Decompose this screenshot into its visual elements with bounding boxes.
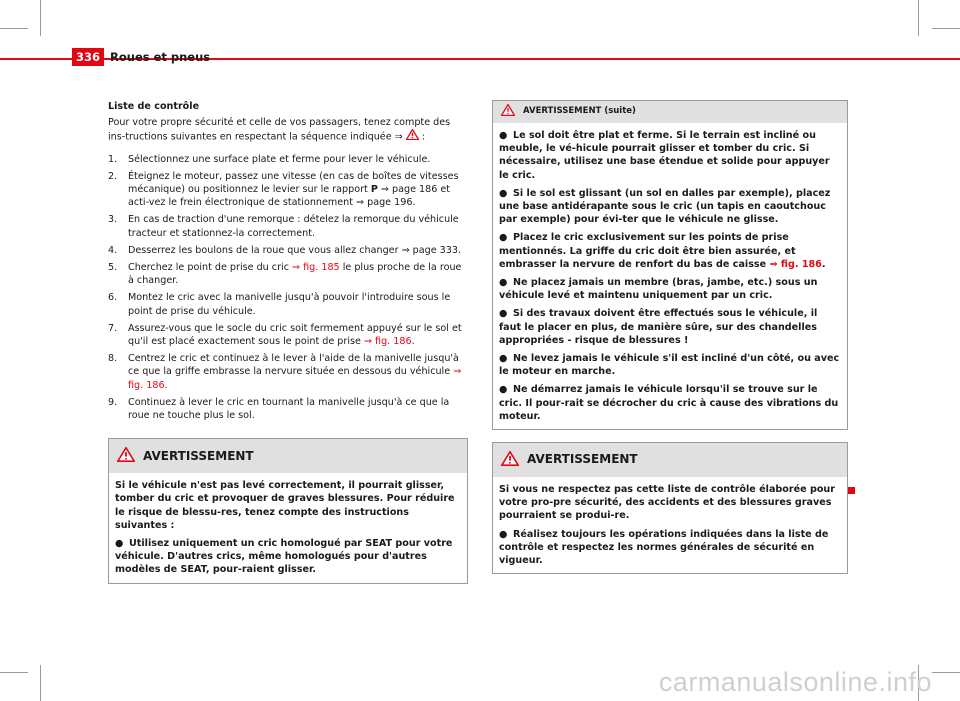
- list-item: ● Placez le cric exclusivement sur les points de prise mentionnés. La griffe du cric doit être bien assurée, et embrasser la nervure de renfort du bas de caisse ⇒ fig. 186.: [499, 232, 826, 270]
- warning-body: Si vous ne respectez pas cette liste de contrôle élaborée pour votre pro-pre sécurité, des accidents et des blessures graves pourraient se produi-re. ● Réalisez toujours les opérations indiquées dans la liste de contrôle et respectez les normes générales de sécurité en vigueur.: [499, 484, 835, 567]
- watermark: carmanualsonline.info: [658, 667, 932, 697]
- list-item: ● Ne levez jamais le véhicule s'il est incliné d'un côté, ou avec le moteur en marche.: [499, 353, 840, 378]
- crop-mark: [918, 0, 919, 36]
- list-item: 2. Éteignez le moteur, passez une vitesse (en cas de boîtes de vitesses mécanique) ou positionnez le levier sur le rapport P ⇒ page 186 et acti-vez le frein électronique de stationnement ⇒ page 196.: [108, 170, 459, 209]
- page-title: Roues et pneus: [110, 50, 211, 64]
- warning-box: [108, 438, 468, 583]
- figure-link[interactable]: ⇒ fig. 185: [292, 262, 340, 274]
- left-column: [108, 100, 468, 584]
- figure-link[interactable]: ⇒ fig. 186: [128, 366, 462, 391]
- list-item: ● Le sol doit être plat et ferme. Si le terrain est incliné ou meuble, le vé-hicule pourrait glisser et tomber du cric. Si nécessaire, utilisez une base étendue et solide pour appuyer le cric.: [499, 130, 830, 181]
- warning-body: Si le véhicule n'est pas levé correctement, il pourrait glisser, tomber du cric et provoquer de graves blessures. Pour réduire le risque de blessu-res, tenez compte des instructions suivantes : ● Utilisez uniquement un cric homologué par SEAT pour votre véhicule. D'autres crics, même homologués pour d'autres modèles de SEAT, pour-raient glisser.: [115, 480, 455, 576]
- warning-continued-title: AVERTISSEMENT (suite): [523, 106, 636, 117]
- list-item: 3. En cas de traction d'une remorque : dételez la remorque du véhicule tracteur et stationnez-la correctement.: [108, 214, 459, 239]
- figure-link[interactable]: ⇒ fig. 186: [769, 258, 822, 270]
- warning-triangle-icon: [501, 104, 515, 120]
- warning-title: AVERTISSEMENT: [527, 452, 638, 467]
- warning-continued-header: [493, 101, 847, 123]
- checklist-heading: Liste de contrôle: [108, 101, 200, 112]
- checklist-steps: [108, 153, 468, 423]
- warning-header: [493, 443, 847, 477]
- crop-mark: [0, 28, 28, 29]
- list-item: ● Si le sol est glissant (un sol en dalles par exemple), placez une base antidérapante sous le cric (un tapis en caoutchouc par exemple) pour évi-ter que le véhicule ne glisse.: [499, 187, 831, 226]
- warning-title: AVERTISSEMENT: [143, 448, 254, 463]
- crop-mark: [40, 0, 41, 36]
- warning-triangle-icon: [117, 447, 135, 465]
- warning-header: [109, 439, 467, 473]
- warning-continued-box: [492, 100, 848, 430]
- list-item: 7. Assurez-vous que le socle du cric soit fermement appuyé sur le sol et qu'il est placé exactement sous le point de prise ⇒ fig. 186.: [108, 322, 462, 348]
- list-item: 9. Continuez à lever le cric en tournant la manivelle jusqu'à ce que la roue ne touche plus le sol.: [108, 396, 450, 422]
- warning-continued-body: [493, 123, 847, 429]
- list-item: ● Ne démarrez jamais le véhicule lorsqu'il se trouve sur le cric. Il pour-rait se décrocher du cric à cause des vibrations du moteur.: [499, 384, 839, 422]
- warning-box: [492, 442, 848, 574]
- warning-triangle-icon: [406, 129, 419, 144]
- list-item: ● Si des travaux doivent être effectués sous le véhicule, il faut le placer en plus, de manière sûre, sur des chandelles appropriées - risque de blessures !: [499, 308, 818, 346]
- page-number: 336: [72, 48, 104, 66]
- crop-mark: [0, 672, 28, 673]
- figure-link[interactable]: ⇒ fig. 186: [363, 336, 412, 348]
- list-item: 4. Desserrez les boulons de la roue que vous allez changer ⇒ page 333.: [108, 244, 462, 256]
- list-item: 6. Montez le cric avec la manivelle jusqu'à pouvoir l'introduire sous le point de prise du véhicule.: [108, 292, 451, 317]
- list-item: 1. Sélectionnez une surface plate et ferme pour lever le véhicule.: [108, 153, 431, 165]
- checklist-intro: Pour votre propre sécurité et celle de vos passagers, tenez compte des ins-tructions suivantes en respectant la séquence indiquée ⇒ :: [108, 117, 451, 144]
- list-item: 5. Cherchez le point de prise du cric ⇒ fig. 185 le plus proche de la roue à changer.: [108, 262, 462, 287]
- crop-mark: [40, 665, 41, 701]
- right-column: [492, 100, 848, 574]
- crop-mark: [932, 672, 960, 673]
- list-item: ● Ne placez jamais un membre (bras, jambe, etc.) sous un véhicule levé et maintenu uniquement par un cric.: [499, 277, 818, 302]
- list-item: 8. Centrez le cric et continuez à le lever à l'aide de la manivelle jusqu'à ce que la griffe embrasse la nervure située en dessous du véhicule ⇒ fig. 186.: [108, 353, 462, 391]
- section-end-marker: [848, 487, 855, 494]
- crop-mark: [932, 28, 960, 29]
- warning-triangle-icon: [501, 451, 519, 469]
